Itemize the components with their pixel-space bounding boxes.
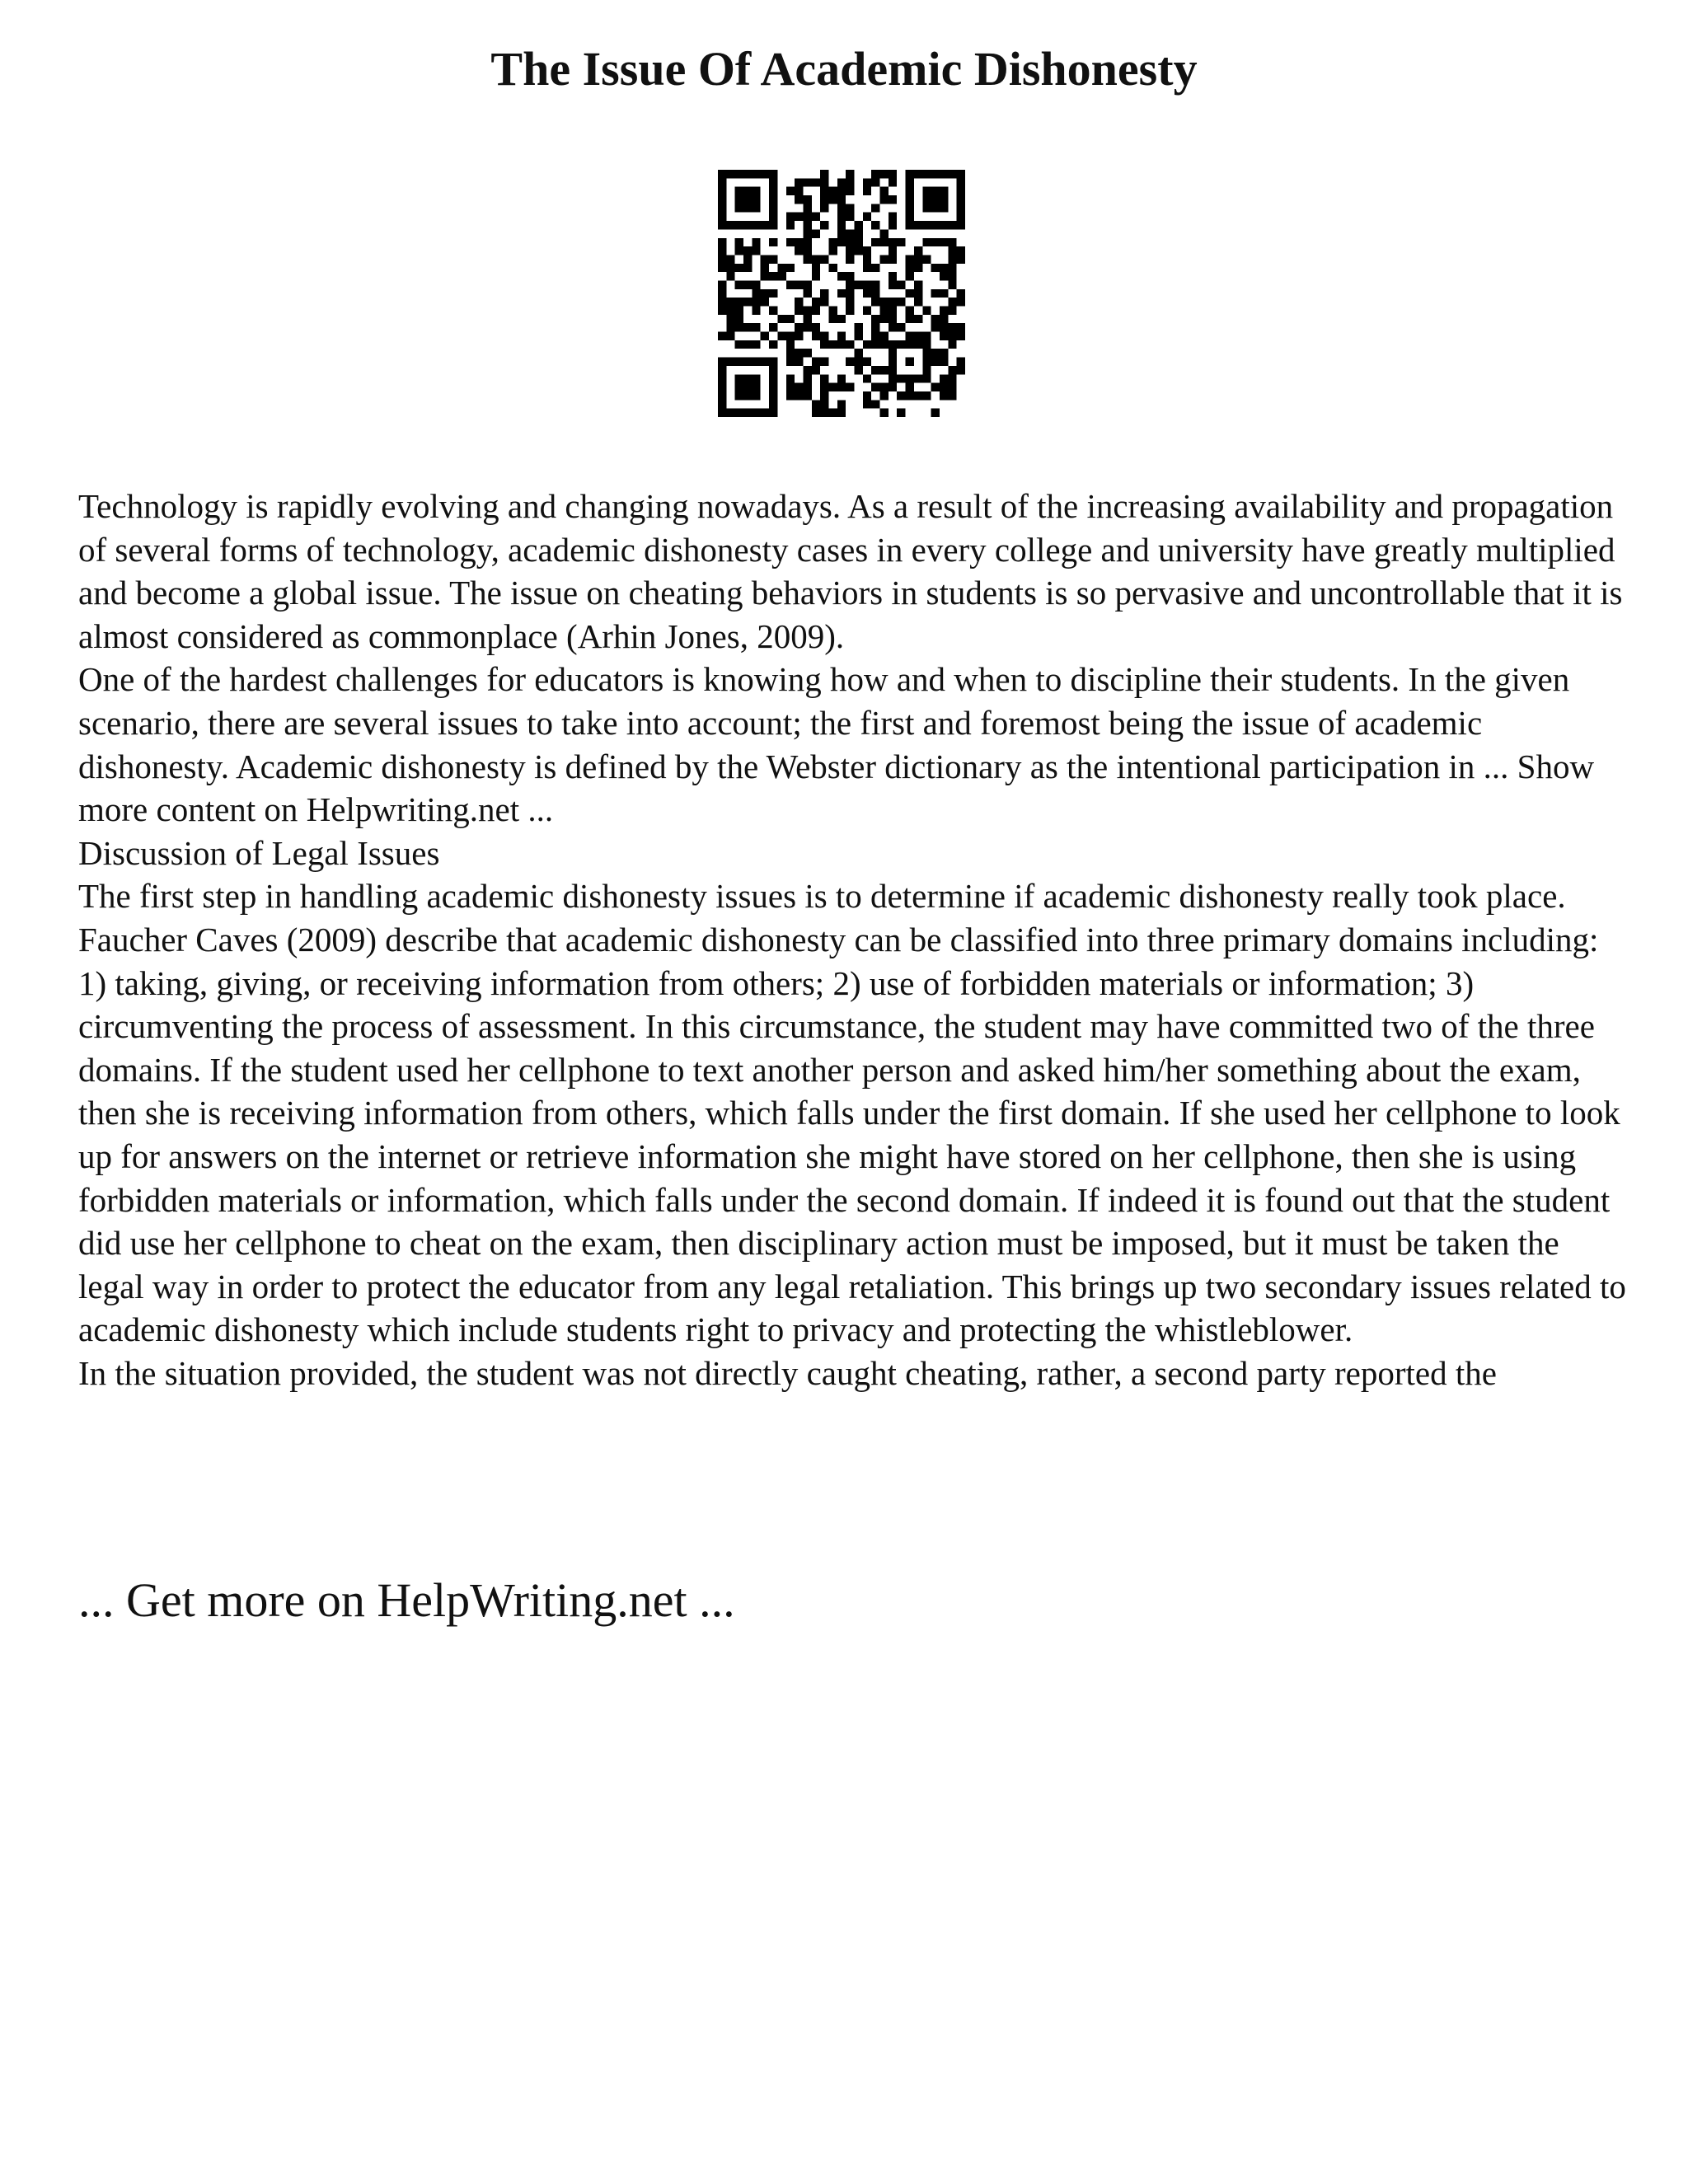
document-title: The Issue Of Academic Dishonesty [490,42,1198,96]
document-body [78,485,1628,1394]
get-more-link[interactable]: ... Get more on HelpWriting.net ... [78,1573,735,1627]
paragraph-situation: In the situation provided, the student was not directly caught cheating, rather, a second party reported the [78,1353,1497,1392]
paragraph-intro: Technology is rapidly evolving and changing nowadays. As a result of the increasing availability and propagation of several forms of technology, academic dishonesty cases in every college and university have greatly multiplied and become a global issue. The issue on cheating behaviors in students is so pervasive and uncontrollable that it is almost considered as commonplace (Arhin Jones, 2009). [78,487,1623,655]
paragraph-challenges: One of the hardest challenges for educators is knowing how and when to discipline their students. In the given scenario, there are several issues to take into account; the first and foremost being the issue of academic dishonesty. Academic dishonesty is defined by the Webster dictionary as the intentional participation in ... Show more content on Helpwriting.net ... [78,660,1595,829]
qr-code-icon [718,170,965,417]
paragraph-legal-discussion: The first step in handling academic dishonesty issues is to determine if academic dishonesty really took place. Faucher Caves (2009) describe that academic dishonesty can be classified into three primary domains including: 1) taking, giving, or receiving information from others; 2) use of forbidden materials or information; 3) circumventing the process of assessment. In this circumstance, the student may have committed two of the three domains. If the student used her cellphone to text another person and asked him/her something about the exam, then she is receiving information from others, which falls under the first domain. If she used her cellphone to look up for answers on the internet or retrieve information she might have stored on her cellphone, then she is using forbidden materials or information, which falls under the second domain. If indeed it is found out that the student did use her cellphone to cheat on the exam, then disciplinary action must be imposed, but it must be taken the legal way in order to protect the educator from any legal retaliation. This brings up two secondary issues related to academic dishonesty which include students right to privacy and protecting the whistleblower. [78,877,1626,1349]
section-heading-legal-issues: Discussion of Legal Issues [78,833,440,872]
